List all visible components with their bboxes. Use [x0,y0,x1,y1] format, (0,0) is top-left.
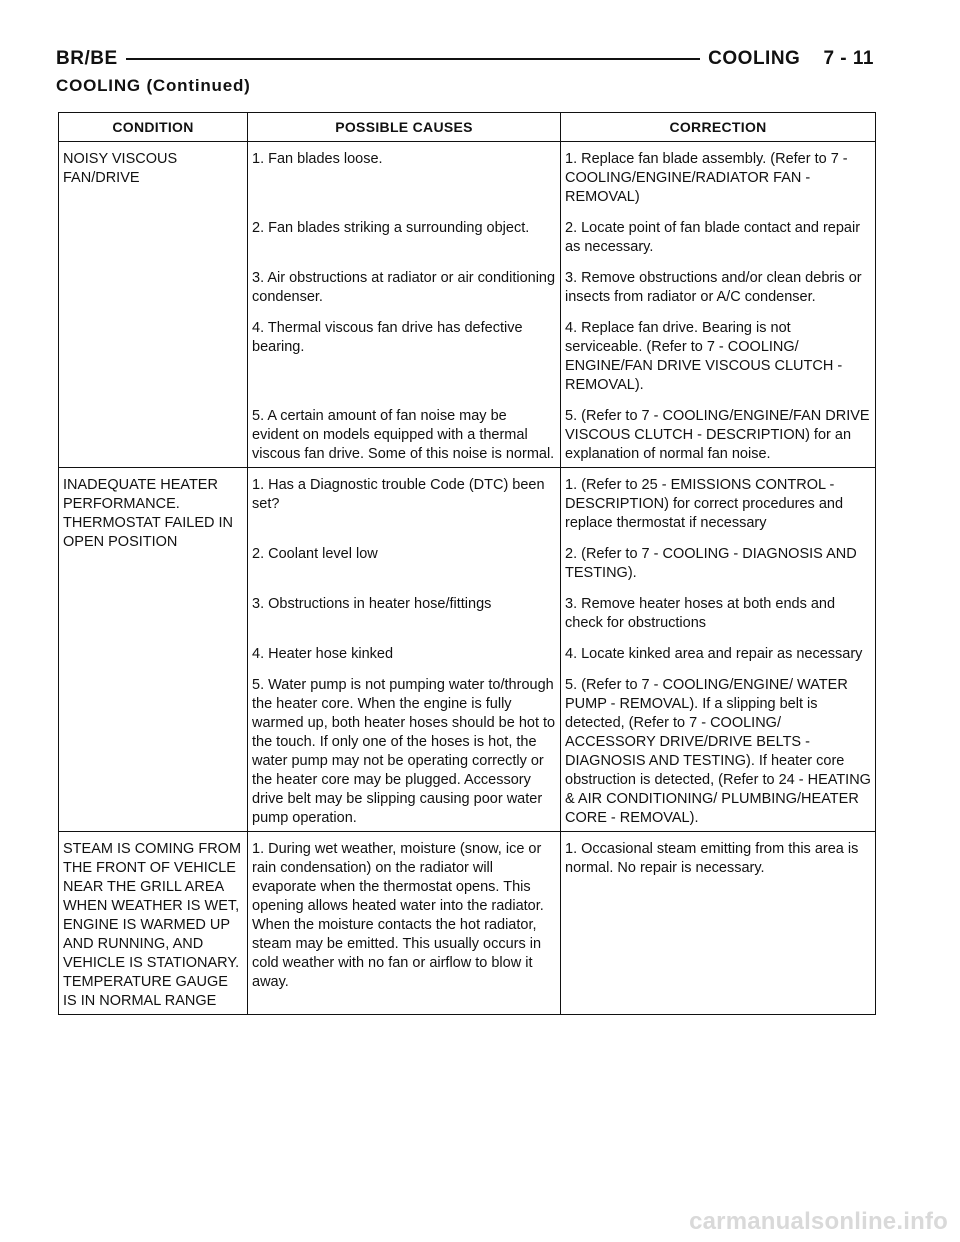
cause-cell: 3. Obstructions in heater hose/fittings [248,590,561,640]
cause-cell: 2. Coolant level low [248,540,561,590]
condition-cell: NOISY VISCOUS FAN/DRIVE [59,142,248,468]
condition-cell: INADEQUATE HEATER PERFORMANCE. THERMOSTAT FAILED IN OPEN POSITION [59,468,248,832]
header-section-page: COOLING 7 - 11 [700,44,874,74]
table-row [59,468,876,541]
correction-cell: 4. Replace fan drive. Bearing is not serviceable. (Refer to 7 - COOLING/ ENGINE/FAN DRIVE VISCOUS CLUTCH - REMOVAL). [561,314,876,402]
header-model: BR/BE [56,44,126,74]
correction-cell: 5. (Refer to 7 - COOLING/ENGINE/ WATER PUMP - REMOVAL). If a slipping belt is detected, (Refer to 7 - COOLING/ ACCESSORY DRIVE/DRIVE BELTS - DIAGNOSIS AND TESTING). If heater core obstruction is detected, (Refer to 24 - HEATING & AIR CONDITIONING/ PLUMBING/HEATER CORE - REMOVAL). [561,671,876,832]
correction-cell: 1. Occasional steam emitting from this area is normal. No repair is necessary. [561,832,876,1015]
cause-cell: 1. Fan blades loose. [248,142,561,215]
cause-cell: 1. During wet weather, moisture (snow, ice or rain condensation) on the radiator will evaporate when the thermostat opens. This opening allows heated water into the radiator. When the moisture contacts the hot radiator, steam may be emitted. This usually occurs in cold weather with no fan or airflow to blow it away. [248,832,561,1015]
table-row [59,832,876,1015]
cause-cell: 1. Has a Diagnostic trouble Code (DTC) been set? [248,468,561,541]
table-header-row [59,113,876,142]
correction-cell: 3. Remove obstructions and/or clean debris or insects from radiator or A/C condenser. [561,264,876,314]
column-header-correction: CORRECTION [561,113,876,142]
cause-cell: 5. A certain amount of fan noise may be evident on models equipped with a thermal viscous fan drive. Some of this noise is normal. [248,402,561,468]
watermark: carmanualsonline.info [689,1208,948,1235]
cause-cell: 4. Heater hose kinked [248,640,561,671]
cause-cell: 3. Air obstructions at radiator or air conditioning condenser. [248,264,561,314]
cause-cell: 2. Fan blades striking a surrounding object. [248,214,561,264]
correction-cell: 1. (Refer to 25 - EMISSIONS CONTROL - DESCRIPTION) for correct procedures and replace thermostat if necessary [561,468,876,541]
diagnosis-table [58,112,876,1015]
correction-cell: 1. Replace fan blade assembly. (Refer to 7 - COOLING/ENGINE/RADIATOR FAN - REMOVAL) [561,142,876,215]
table-row [59,142,876,215]
cause-cell: 4. Thermal viscous fan drive has defective bearing. [248,314,561,402]
correction-cell: 3. Remove heater hoses at both ends and check for obstructions [561,590,876,640]
page-header [56,44,874,74]
condition-cell: STEAM IS COMING FROM THE FRONT OF VEHICLE NEAR THE GRILL AREA WHEN WEATHER IS WET, ENGINE IS WARMED UP AND RUNNING, AND VEHICLE IS STATIONARY. TEMPERATURE GAUGE IS IN NORMAL RANGE [59,832,248,1015]
correction-cell: 2. (Refer to 7 - COOLING - DIAGNOSIS AND TESTING). [561,540,876,590]
column-header-causes: POSSIBLE CAUSES [248,113,561,142]
correction-cell: 2. Locate point of fan blade contact and repair as necessary. [561,214,876,264]
column-header-condition: CONDITION [59,113,248,142]
correction-cell: 4. Locate kinked area and repair as necessary [561,640,876,671]
correction-cell: 5. (Refer to 7 - COOLING/ENGINE/FAN DRIVE VISCOUS CLUTCH - DESCRIPTION) for an explanation of normal fan noise. [561,402,876,468]
cause-cell: 5. Water pump is not pumping water to/through the heater core. When the engine is fully warmed up, both heater hoses should be hot to the touch. If only one of the hoses is hot, the water pump may not be operating correctly or the heater core may be plugged. Accessory drive belt may be slipping causing poor water pump operation. [248,671,561,832]
section-subtitle: COOLING (Continued) [56,76,251,95]
